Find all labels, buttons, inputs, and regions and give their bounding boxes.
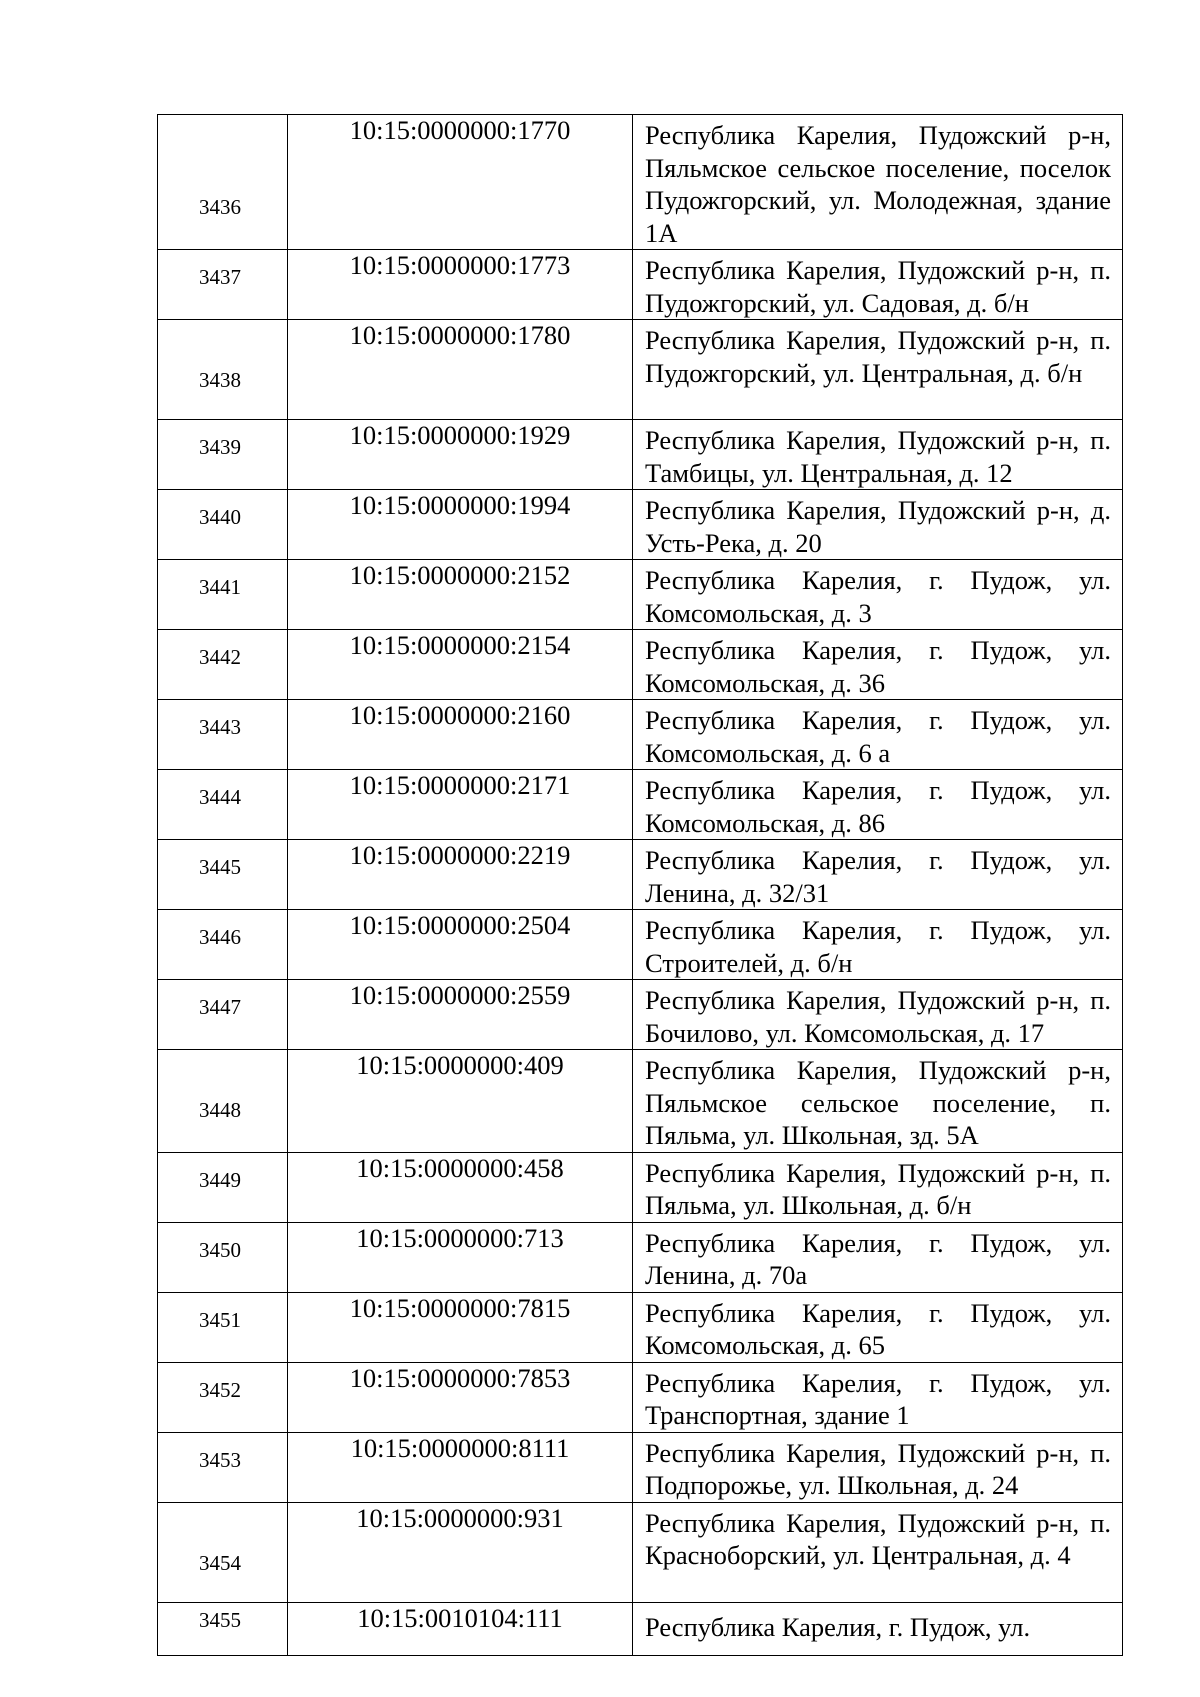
- row-number: 3454: [199, 1550, 241, 1575]
- cadastral-number: 10:15:0000000:1773: [349, 250, 571, 280]
- row-number: 3439: [199, 435, 241, 459]
- cadastral-number-cell: [288, 910, 633, 980]
- row-number: 3440: [199, 505, 241, 529]
- address-cell: [633, 770, 1123, 840]
- cadastral-number: 10:15:0000000:458: [356, 1152, 564, 1183]
- address-text: Республика Карелия, г. Пудож, ул. Строителей, д. б/н: [645, 915, 1111, 978]
- cadastral-number: 10:15:0000000:2219: [349, 840, 571, 870]
- cadastral-number-cell: [288, 1292, 633, 1362]
- row-number-cell: [158, 1292, 288, 1362]
- address-text: Республика Карелия, Пудожский р-н, п. Тамбицы, ул. Центральная, д. 12: [645, 425, 1111, 488]
- address-cell: [633, 700, 1123, 770]
- row-number-cell: [158, 1362, 288, 1432]
- row-number-cell: [158, 980, 288, 1050]
- address-text: Республика Карелия, Пудожский р-н, п. Подпорожье, ул. Школьная, д. 24: [645, 1437, 1111, 1500]
- table-row: [158, 910, 1123, 980]
- land-registry-table: [157, 114, 1123, 1656]
- row-number-cell: [158, 1602, 288, 1655]
- row-number: 3436: [199, 195, 241, 219]
- address-text: Республика Карелия, г. Пудож, ул. Комсомольская, д. 36: [645, 635, 1111, 698]
- cadastral-number: 10:15:0000000:2559: [349, 980, 571, 1010]
- cadastral-number: 10:15:0000000:409: [356, 1050, 564, 1080]
- row-number-cell: [158, 700, 288, 770]
- row-number: 3442: [199, 645, 241, 669]
- cadastral-number-cell: [288, 490, 633, 560]
- row-number: 3453: [199, 1447, 241, 1472]
- address-cell: [633, 910, 1123, 980]
- row-number-cell: [158, 1152, 288, 1222]
- table-row: [158, 1502, 1123, 1602]
- table-row: [158, 770, 1123, 840]
- table-row: [158, 700, 1123, 770]
- row-number-cell: [158, 1222, 288, 1292]
- row-number: 3445: [199, 855, 241, 879]
- cadastral-number: 10:15:0000000:2152: [349, 560, 571, 590]
- row-number: 3443: [199, 715, 241, 739]
- cadastral-number-cell: [288, 420, 633, 490]
- cadastral-number: 10:15:0000000:7853: [349, 1362, 571, 1393]
- table-row: [158, 250, 1123, 320]
- address-text: Республика Карелия, г. Пудож, ул. Транспортная, здание 1: [645, 1367, 1111, 1430]
- cadastral-number: 10:15:0000000:931: [356, 1502, 564, 1533]
- address-text: Республика Карелия, Пудожский р-н, п. Пудожгорский, ул. Садовая, д. б/н: [645, 255, 1111, 318]
- address-text: Республика Карелия, Пудожский р-н, п. Красноборский, ул. Центральная, д. 4: [645, 1507, 1111, 1570]
- address-cell: [633, 1050, 1123, 1153]
- cadastral-number: 10:15:0000000:1994: [349, 490, 571, 520]
- row-number-cell: [158, 910, 288, 980]
- cadastral-number-cell: [288, 840, 633, 910]
- table-row: [158, 630, 1123, 700]
- address-text: Республика Карелия, г. Пудож, ул. Комсомольская, д. 65: [645, 1297, 1111, 1360]
- cadastral-number: 10:15:0000000:1770: [349, 115, 571, 145]
- cadastral-number: 10:15:0010104:111: [357, 1602, 563, 1633]
- address-text: Республика Карелия, Пудожский р-н, Пяльмское сельское поселение, п. Пяльма, ул. Школьная, зд. 5А: [645, 1055, 1111, 1150]
- row-number: 3444: [199, 785, 241, 809]
- row-number-cell: [158, 420, 288, 490]
- cadastral-number: 10:15:0000000:2171: [349, 770, 571, 800]
- cadastral-number: 10:15:0000000:7815: [349, 1292, 571, 1323]
- address-cell: [633, 320, 1123, 420]
- table-row: [158, 1222, 1123, 1292]
- table-row: [158, 840, 1123, 910]
- table-row: [158, 320, 1123, 420]
- row-number: 3441: [199, 575, 241, 599]
- address-cell: [633, 1152, 1123, 1222]
- address-cell: [633, 115, 1123, 250]
- address-cell: [633, 980, 1123, 1050]
- address-cell: [633, 1362, 1123, 1432]
- address-text: Республика Карелия, Пудожский р-н, п. Пяльма, ул. Школьная, д. б/н: [645, 1157, 1111, 1220]
- cadastral-number: 10:15:0000000:2160: [349, 700, 571, 730]
- row-number: 3446: [199, 925, 241, 949]
- row-number-cell: [158, 320, 288, 420]
- cadastral-number: 10:15:0000000:8111: [350, 1432, 570, 1463]
- cadastral-number-cell: [288, 1152, 633, 1222]
- table-row: [158, 560, 1123, 630]
- row-number-cell: [158, 115, 288, 250]
- address-text: Республика Карелия, г. Пудож, ул.: [645, 1611, 1031, 1642]
- cadastral-number-cell: [288, 320, 633, 420]
- address-text: Республика Карелия, Пудожский р-н, п. Пудожгорский, ул. Центральная, д. б/н: [645, 325, 1111, 388]
- row-number-cell: [158, 770, 288, 840]
- address-cell: [633, 250, 1123, 320]
- cadastral-number-cell: [288, 700, 633, 770]
- cadastral-number-cell: [288, 630, 633, 700]
- cadastral-number: 10:15:0000000:2504: [349, 910, 571, 940]
- row-number: 3452: [199, 1377, 241, 1402]
- row-number: 3437: [199, 265, 241, 289]
- cadastral-number: 10:15:0000000:1780: [349, 320, 571, 350]
- address-cell: [633, 1222, 1123, 1292]
- address-cell: [633, 560, 1123, 630]
- cadastral-number-cell: [288, 1502, 633, 1602]
- address-cell: [633, 420, 1123, 490]
- table-row: [158, 1432, 1123, 1502]
- table-row: [158, 1292, 1123, 1362]
- address-cell: [633, 1502, 1123, 1602]
- table-row: [158, 1050, 1123, 1153]
- table-row: [158, 490, 1123, 560]
- row-number: 3455: [199, 1607, 241, 1632]
- cadastral-number-cell: [288, 1222, 633, 1292]
- row-number-cell: [158, 1432, 288, 1502]
- row-number-cell: [158, 840, 288, 910]
- cadastral-number-cell: [288, 1362, 633, 1432]
- row-number: 3449: [199, 1167, 241, 1192]
- row-number-cell: [158, 490, 288, 560]
- cadastral-number-cell: [288, 980, 633, 1050]
- cadastral-number: 10:15:0000000:2154: [349, 630, 571, 660]
- row-number: 3438: [199, 368, 241, 392]
- row-number-cell: [158, 1050, 288, 1153]
- table-body: [158, 115, 1123, 1656]
- table-row: [158, 980, 1123, 1050]
- address-text: Республика Карелия, Пудожский р-н, п. Бочилово, ул. Комсомольская, д. 17: [645, 985, 1111, 1048]
- row-number-cell: [158, 560, 288, 630]
- row-number-cell: [158, 250, 288, 320]
- table-row: [158, 420, 1123, 490]
- cadastral-number: 10:15:0000000:1929: [349, 420, 571, 450]
- row-number-cell: [158, 630, 288, 700]
- address-cell: [633, 630, 1123, 700]
- cadastral-number-cell: [288, 560, 633, 630]
- address-cell: [633, 490, 1123, 560]
- table-row: [158, 1602, 1123, 1655]
- row-number-cell: [158, 1502, 288, 1602]
- address-text: Республика Карелия, г. Пудож, ул. Комсомольская, д. 3: [645, 565, 1111, 628]
- row-number: 3448: [199, 1098, 241, 1122]
- table-row: [158, 1152, 1123, 1222]
- cadastral-number-cell: [288, 1432, 633, 1502]
- address-cell: [633, 840, 1123, 910]
- cadastral-number-cell: [288, 250, 633, 320]
- cadastral-number-cell: [288, 1602, 633, 1655]
- cadastral-number-cell: [288, 1050, 633, 1153]
- address-text: Республика Карелия, г. Пудож, ул. Комсомольская, д. 86: [645, 775, 1111, 838]
- cadastral-number: 10:15:0000000:713: [356, 1222, 564, 1253]
- row-number: 3451: [199, 1307, 241, 1332]
- table-row: [158, 115, 1123, 250]
- address-text: Республика Карелия, г. Пудож, ул. Ленина, д. 32/31: [645, 845, 1111, 908]
- address-cell: [633, 1432, 1123, 1502]
- address-text: Республика Карелия, Пудожский р-н, Пяльмское сельское поселение, поселок Пудожгорский, ул. Молодежная, здание 1А: [645, 120, 1111, 248]
- address-text: Республика Карелия, г. Пудож, ул. Ленина, д. 70а: [645, 1227, 1111, 1290]
- row-number: 3450: [199, 1237, 241, 1262]
- row-number: 3447: [199, 995, 241, 1019]
- address-cell: [633, 1602, 1123, 1655]
- address-text: Республика Карелия, г. Пудож, ул. Комсомольская, д. 6 а: [645, 705, 1111, 768]
- cadastral-number-cell: [288, 770, 633, 840]
- address-cell: [633, 1292, 1123, 1362]
- address-text: Республика Карелия, Пудожский р-н, д. Усть-Река, д. 20: [645, 495, 1111, 558]
- table-row: [158, 1362, 1123, 1432]
- cadastral-number-cell: [288, 115, 633, 250]
